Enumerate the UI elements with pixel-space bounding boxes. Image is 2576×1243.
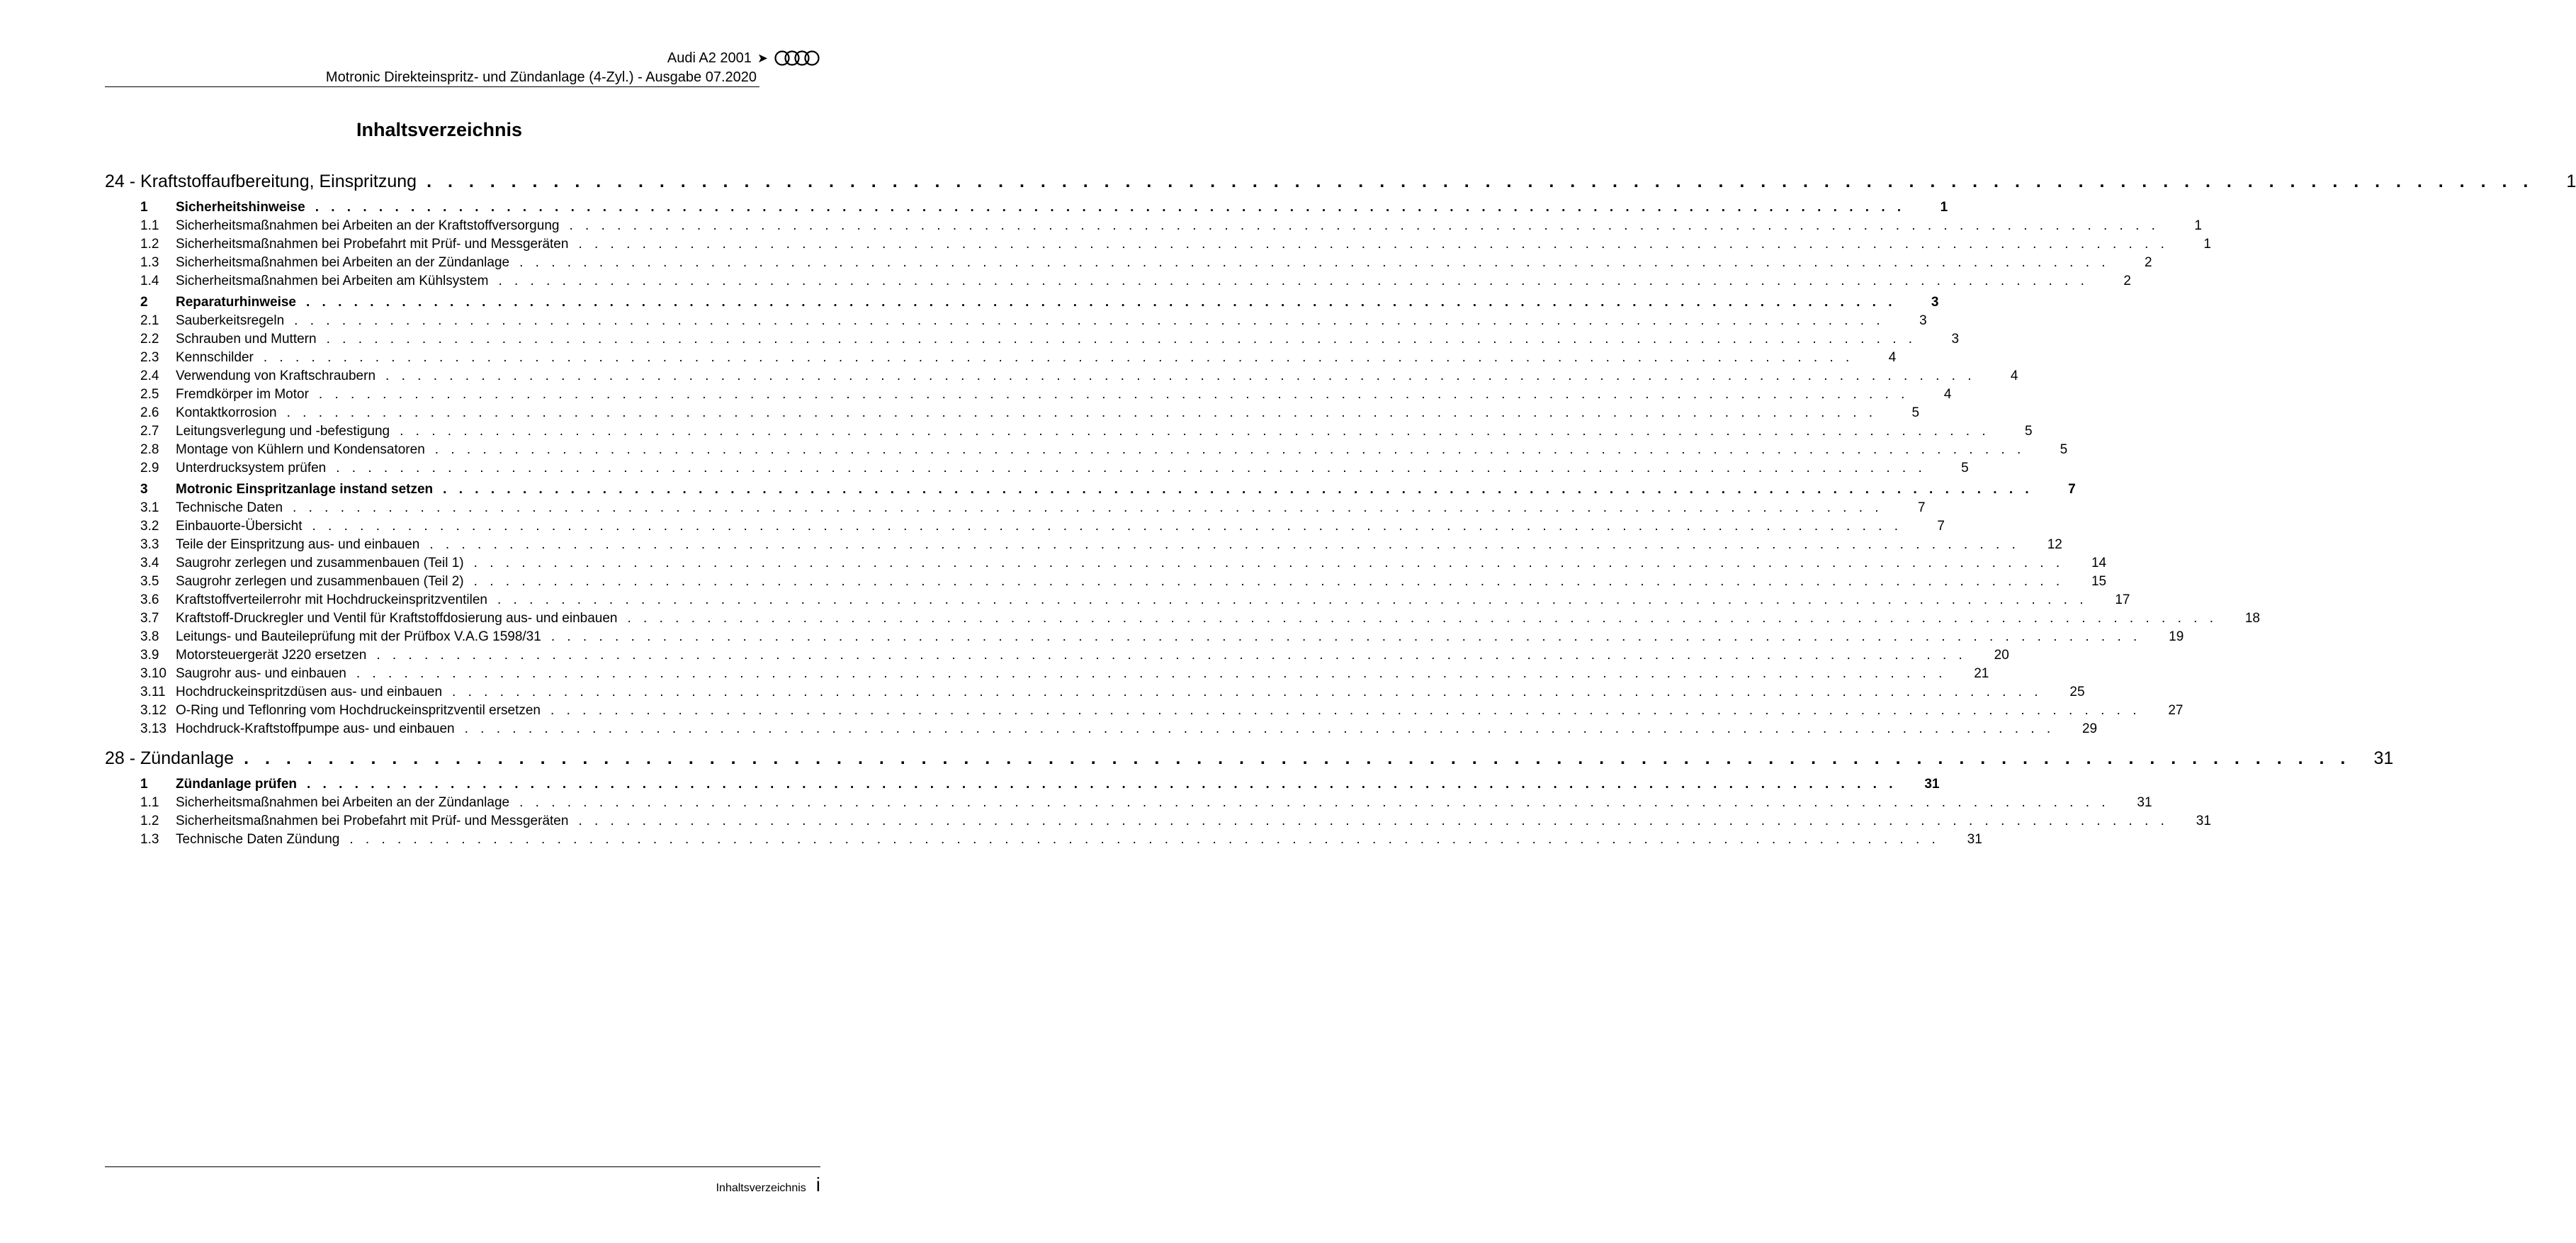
entry-title: Leitungs- und Bauteileprüfung mit der Prüfbox V.A.G 1598/31 bbox=[176, 629, 541, 644]
entry-number: 2.8 bbox=[140, 442, 159, 457]
entry-title: Verwendung von Kraftschraubern bbox=[176, 369, 376, 383]
entry-title: Sicherheitsmaßnahmen bei Probefahrt mit Prüf- und Messgeräten bbox=[176, 237, 569, 252]
dot-leader: . . . . . . . . . . . . . . . . . . . . . . . . . . . . . . . . . . . . . . . . . . . . . . . . . . . . . . . . . . . . . . . . . . . . . . . . . . . . . . . . . . . . . . . . . . . . . . . . . . . . bbox=[464, 721, 2055, 736]
toc-entry[interactable] bbox=[105, 332, 1960, 350]
entry-number: 2.7 bbox=[140, 424, 159, 439]
dot-leader: . . . . . . . . . . . . . . . . . . . . . . . . . . . . . . . . . . . . . . . . . . . . . . . . . . . . . . . . . . . . . . . . . . . . . . . . . . . . . . . . . . . . . . . . . . . . . . . . . . . . bbox=[426, 171, 2534, 191]
entry-title: Sicherheitsmaßnahmen bei Arbeiten am Kühlsystem bbox=[176, 274, 489, 288]
dot-leader: . . . . . . . . . . . . . . . . . . . . . . . . . . . . . . . . . . . . . . . . . . . . . . . . . . . . . . . . . . . . . . . . . . . . . . . . . . . . . . . . . . . . . . . . . . . . . . . . . . . . bbox=[385, 369, 1976, 383]
entry-title: Technische Daten Zündung bbox=[176, 832, 340, 847]
toc-entry[interactable] bbox=[105, 350, 1897, 369]
page-number: 31 bbox=[1967, 832, 1982, 847]
header-divider bbox=[105, 86, 759, 87]
page-number: 21 bbox=[1974, 666, 1989, 681]
dot-leader: . . . . . . . . . . . . . . . . . . . . . . . . . . . . . . . . . . . . . . . . . . . . . . . . . . . . . . . . . . . . . . . . . . . . . . . . . . . . . . . . . . . . . . . . . . . . . . . . . . . . bbox=[307, 777, 1897, 792]
page-number: 14 bbox=[2091, 556, 2107, 570]
dot-leader: . . . . . . . . . . . . . . . . . . . . . . . . . . . . . . . . . . . . . . . . . . . . . . . . . . . . . . . . . . . . . . . . . . . . . . . . . . . . . . . . . . . . . . . . . . . . . . . . . . . . bbox=[627, 611, 2218, 626]
entry-number: 2.2 bbox=[140, 332, 159, 347]
dot-leader: . . . . . . . . . . . . . . . . . . . . . . . . . . . . . . . . . . . . . . . . . . . . . . . . . . . . . . . . . . . . . . . . . . . . . . . . . . . . . . . . . . . . . . . . . . . . . . . . . . . . bbox=[349, 832, 1940, 847]
entry-number: 3.10 bbox=[140, 666, 166, 681]
entry-number: 2.1 bbox=[140, 313, 159, 328]
entry-number: 2.9 bbox=[140, 461, 159, 476]
toc-entry[interactable] bbox=[105, 814, 2211, 832]
entry-title: Motronic Einspritzanlage instand setzen bbox=[176, 482, 434, 497]
entry-title: Leitungsverlegung und -befestigung bbox=[176, 424, 390, 439]
page-footer bbox=[716, 1174, 820, 1196]
toc-entry[interactable] bbox=[105, 574, 2107, 592]
footer-page-number: i bbox=[815, 1174, 820, 1196]
dot-leader: . . . . . . . . . . . . . . . . . . . . . . . . . . . . . . . . . . . . . . . . . . . . . . . . . . . . . . . . . . . . . . . . . . . . . . . . . . . . . . . . . . . . . . . . . . . . . . . . . . . . bbox=[315, 200, 1906, 215]
footer-label: Inhaltsverzeichnis bbox=[716, 1182, 806, 1194]
page-number: 31 bbox=[2373, 748, 2394, 768]
entry-number: 3.2 bbox=[140, 519, 159, 534]
page-number: 5 bbox=[1911, 405, 1920, 420]
page-number: 5 bbox=[2025, 424, 2033, 439]
toc-entry[interactable] bbox=[105, 369, 2018, 387]
model-name: Audi A2 2001 bbox=[667, 50, 752, 66]
entry-number: 1.1 bbox=[140, 218, 159, 233]
entry-number: 3.11 bbox=[140, 685, 166, 699]
dot-leader: . . . . . . . . . . . . . . . . . . . . . . . . . . . . . . . . . . . . . . . . . . . . . . . . . . . . . . . . . . . . . . . . . . . . . . . . . . . . . . . . . . . . . . . . . . . . . . . . . . . . bbox=[569, 218, 2159, 233]
page-number: 5 bbox=[1961, 461, 1969, 476]
entry-title: Sicherheitsmaßnahmen bei Arbeiten an der Kraftstoffversorgung bbox=[176, 218, 560, 233]
page-number: 17 bbox=[2115, 592, 2130, 607]
dot-leader: . . . . . . . . . . . . . . . . . . . . . . . . . . . . . . . . . . . . . . . . . . . . . . . . . . . . . . . . . . . . . . . . . . . . . . . . . . . . . . . . . . . . . . . . . . . . . . . . . . . . bbox=[400, 424, 1990, 439]
entry-number: 3.5 bbox=[140, 574, 159, 589]
table-of-contents bbox=[105, 169, 2576, 850]
entry-number: 3 bbox=[140, 482, 148, 497]
entry-title: Unterdrucksystem prüfen bbox=[176, 461, 327, 476]
toc-chapter-28[interactable] bbox=[105, 748, 2394, 774]
dot-leader: . . . . . . . . . . . . . . . . . . . . . . . . . . . . . . . . . . . . . . . . . . . . . . . . . . . . . . . . . . . . . . . . . . . . . . . . . . . . . . . . . . . . . . . . . . . . . . . . . . . . bbox=[318, 387, 1909, 402]
entry-number: 3.7 bbox=[140, 611, 159, 626]
entry-title: Reparaturhinweise bbox=[176, 295, 296, 310]
document-subtitle: Motronic Direkteinspritz- und Zündanlage (4-Zyl.) - Ausgabe 07.2020 bbox=[325, 69, 757, 85]
toc-entry[interactable] bbox=[105, 387, 1952, 405]
toc-entry[interactable] bbox=[105, 519, 1945, 537]
page-number: 7 bbox=[2068, 482, 2076, 497]
entry-title: Kraftstoff-Druckregler und Ventil für Kraftstoffdosierung aus- und einbauen bbox=[176, 611, 618, 626]
entry-number: 3.13 bbox=[140, 721, 166, 736]
entry-title: Hochdruck-Kraftstoffpumpe aus- und einbauen bbox=[176, 721, 455, 736]
entry-number: 2.5 bbox=[140, 387, 159, 402]
chapter-title: 24 - Kraftstoffaufbereitung, Einspritzung bbox=[105, 171, 417, 191]
page-number: 12 bbox=[2047, 537, 2062, 552]
dot-leader: . . . . . . . . . . . . . . . . . . . . . . . . . . . . . . . . . . . . . . . . . . . . . . . . . . . . . . . . . . . . . . . . . . . . . . . . . . . . . . . . . . . . . . . . . . . . . . . . . . . . bbox=[443, 482, 2033, 497]
arrow-icon: ➤ bbox=[757, 50, 768, 65]
dot-leader: . . . . . . . . . . . . . . . . . . . . . . . . . . . . . . . . . . . . . . . . . . . . . . . . . . . . . . . . . . . . . . . . . . . . . . . . . . . . . . . . . . . . . . . . . . . . . . . . . . . . bbox=[263, 350, 1854, 365]
dot-leader: . . . . . . . . . . . . . . . . . . . . . . . . . . . . . . . . . . . . . . . . . . . . . . . . . . . . . . . . . . . . . . . . . . . . . . . . . . . . . . . . . . . . . . . . . . . . . . . . . . . . bbox=[578, 237, 2169, 252]
toc-entry[interactable] bbox=[105, 218, 2202, 237]
page-title: Inhaltsverzeichnis bbox=[356, 119, 523, 140]
chapter-title: 28 - Zündanlage bbox=[105, 748, 235, 768]
entry-title: Kraftstoffverteilerrohr mit Hochdruckeinspritzventilen bbox=[176, 592, 487, 607]
model-line bbox=[667, 50, 820, 67]
toc-entry[interactable] bbox=[105, 237, 2211, 255]
dot-leader: . . . . . . . . . . . . . . . . . . . . . . . . . . . . . . . . . . . . . . . . . . . . . . . . . . . . . . . . . . . . . . . . . . . . . . . . . . . . . . . . . . . . . . . . . . . . . . . . . . . . bbox=[550, 703, 2141, 718]
page-number: 1 bbox=[1940, 200, 1948, 215]
dot-leader: . . . . . . . . . . . . . . . . . . . . . . . . . . . . . . . . . . . . . . . . . . . . . . . . . . . . . . . . . . . . . . . . . . . . . . . . . . . . . . . . . . . . . . . . . . . . . . . . . . . . bbox=[434, 442, 2026, 457]
page-number: 29 bbox=[2081, 721, 2098, 736]
entry-title: Zündanlage prüfen bbox=[176, 777, 297, 792]
dot-leader: . . . . . . . . . . . . . . . . . . . . . . . . . . . . . . . . . . . . . . . . . . . . . . . . . . . . . . . . . . . . . . . . . . . . . . . . . . . . . . . . . . . . . . . . . . . . . . . . . . . . bbox=[519, 255, 2110, 270]
toc-entry[interactable] bbox=[105, 648, 2009, 666]
dot-leader: . . . . . . . . . . . . . . . . . . . . . . . . . . . . . . . . . . . . . . . . . . . . . . . . . . . . . . . . . . . . . . . . . . . . . . . . . . . . . . . . . . . . . . . . . . . . . . . . . . . . bbox=[519, 795, 2110, 810]
entry-number: 1.2 bbox=[140, 237, 159, 252]
page-number: 2 bbox=[2144, 255, 2152, 270]
toc-entry[interactable] bbox=[105, 482, 2076, 500]
entry-title: Sauberkeitsregeln bbox=[176, 313, 285, 328]
toc-entry[interactable] bbox=[105, 200, 1948, 218]
entry-number: 3.4 bbox=[140, 556, 159, 570]
page-number: 3 bbox=[1951, 332, 1960, 347]
dot-leader: . . . . . . . . . . . . . . . . . . . . . . . . . . . . . . . . . . . . . . . . . . . . . . . . . . . . . . . . . . . . . . . . . . . . . . . . . . . . . . . . . . . . . . . . . . . . . . . . . . . . bbox=[498, 274, 2089, 288]
footer-divider bbox=[105, 1166, 820, 1167]
toc-entry[interactable] bbox=[105, 629, 2184, 648]
entry-title: Motorsteuergerät J220 ersetzen bbox=[176, 648, 367, 663]
dot-leader: . . . . . . . . . . . . . . . . . . . . . . . . . . . . . . . . . . . . . . . . . . . . . . . . . . . . . . . . . . . . . . . . . . . . . . . . . . . . . . . . . . . . . . . . . . . . . . . . . . . . bbox=[376, 648, 1967, 663]
toc-entry[interactable] bbox=[105, 592, 2130, 611]
entry-number: 3.6 bbox=[140, 592, 159, 607]
entry-title: Sicherheitsmaßnahmen bei Arbeiten an der Zündanlage bbox=[176, 255, 510, 270]
dot-leader: . . . . . . . . . . . . . . . . . . . . . . . . . . . . . . . . . . . . . . . . . . . . . . . . . . . . . . . . . . . . . . . . . . . . . . . . . . . . . . . . . . . . . . . . . . . . . . . . . . . . bbox=[578, 814, 2169, 828]
toc-entry[interactable] bbox=[105, 274, 2131, 292]
toc-entry[interactable] bbox=[105, 442, 2068, 461]
page-number: 31 bbox=[1924, 777, 1940, 792]
page-number: 4 bbox=[1888, 350, 1897, 365]
page-number: 18 bbox=[2244, 611, 2260, 626]
toc-entry[interactable] bbox=[105, 666, 1989, 685]
entry-title: Sicherheitshinweise bbox=[176, 200, 305, 215]
page-number: 20 bbox=[1994, 648, 2009, 663]
dot-leader: . . . . . . . . . . . . . . . . . . . . . . . . . . . . . . . . . . . . . . . . . . . . . . . . . . . . . . . . . . . . . . . . . . . . . . . . . . . . . . . . . . . . . . . . . . . . . . . . . . . . bbox=[473, 574, 2064, 589]
dot-leader: . . . . . . . . . . . . . . . . . . . . . . . . . . . . . . . . . . . . . . . . . . . . . . . . . . . . . . . . . . . . . . . . . . . . . . . . . . . . . . . . . . . . . . . . . . . . . . . . . . . . bbox=[452, 685, 2043, 699]
entry-number: 2.3 bbox=[140, 350, 159, 365]
toc-entry[interactable] bbox=[105, 611, 2260, 629]
entry-title: Saugrohr zerlegen und zusammenbauen (Teil 1) bbox=[176, 556, 464, 570]
page-number: 31 bbox=[2196, 814, 2211, 828]
toc-entry[interactable] bbox=[105, 537, 2062, 556]
toc-entry[interactable] bbox=[105, 556, 2107, 574]
entry-title: Schrauben und Muttern bbox=[176, 332, 317, 347]
page-number: 27 bbox=[2168, 703, 2184, 718]
toc-entry[interactable] bbox=[105, 255, 2152, 274]
page-number: 7 bbox=[1937, 519, 1945, 534]
page-number: 2 bbox=[2123, 274, 2131, 288]
page-number: 1 bbox=[2203, 237, 2211, 252]
toc-entry[interactable] bbox=[105, 721, 2098, 740]
page-number: 15 bbox=[2091, 574, 2107, 589]
page-number: 5 bbox=[2060, 442, 2068, 457]
toc-entry[interactable] bbox=[105, 832, 1982, 850]
entry-number: 3.3 bbox=[140, 537, 159, 552]
entry-title: Saugrohr zerlegen und zusammenbauen (Teil 2) bbox=[176, 574, 464, 589]
dot-leader: . . . . . . . . . . . . . . . . . . . . . . . . . . . . . . . . . . . . . . . . . . . . . . . . . . . . . . . . . . . . . . . . . . . . . . . . . . . . . . . . . . . . . . . . . . . . . . . . . . . . bbox=[293, 500, 1883, 515]
dot-leader: . . . . . . . . . . . . . . . . . . . . . . . . . . . . . . . . . . . . . . . . . . . . . . . . . . . . . . . . . . . . . . . . . . . . . . . . . . . . . . . . . . . . . . . . . . . . . . . . . . . . bbox=[336, 461, 1926, 476]
dot-leader: . . . . . . . . . . . . . . . . . . . . . . . . . . . . . . . . . . . . . . . . . . . . . . . . . . . . . . . . . . . . . . . . . . . . . . . . . . . . . . . . . . . . . . . . . . . . . . . . . . . . bbox=[312, 519, 1902, 534]
dot-leader: . . . . . . . . . . . . . . . . . . . . . . . . . . . . . . . . . . . . . . . . . . . . . . . . . . . . . . . . . . . . . . . . . . . . . . . . . . . . . . . . . . . . . . . . . . . . . . . . . . . . bbox=[294, 313, 1885, 328]
entry-number: 3.9 bbox=[140, 648, 159, 663]
toc-entry[interactable] bbox=[105, 405, 1920, 424]
entry-number: 3.12 bbox=[140, 703, 166, 718]
entry-number: 1 bbox=[140, 200, 148, 215]
entry-title: Kontaktkorrosion bbox=[176, 405, 277, 420]
dot-leader: . . . . . . . . . . . . . . . . . . . . . . . . . . . . . . . . . . . . . . . . . . . . . . . . . . . . . . . . . . . . . . . . . . . . . . . . . . . . . . . . . . . . . . . . . . . . . . . . . . . . bbox=[244, 748, 2351, 768]
toc-entry[interactable] bbox=[105, 500, 1926, 519]
page-number: 3 bbox=[1919, 313, 1927, 328]
entry-title: Sicherheitsmaßnahmen bei Probefahrt mit Prüf- und Messgeräten bbox=[176, 814, 569, 828]
page-number: 25 bbox=[2069, 685, 2085, 699]
entry-number: 2.6 bbox=[140, 405, 159, 420]
dot-leader: . . . . . . . . . . . . . . . . . . . . . . . . . . . . . . . . . . . . . . . . . . . . . . . . . . . . . . . . . . . . . . . . . . . . . . . . . . . . . . . . . . . . . . . . . . . . . . . . . . . . bbox=[326, 332, 1917, 347]
entry-title: Einbauorte-Übersicht bbox=[176, 519, 303, 534]
page-number: 1 bbox=[2566, 171, 2576, 191]
page-number: 4 bbox=[2010, 369, 2018, 383]
toc-entry[interactable] bbox=[105, 295, 1939, 313]
toc-entry[interactable] bbox=[105, 461, 1969, 479]
entry-number: 1.4 bbox=[140, 274, 159, 288]
page-number: 1 bbox=[2194, 218, 2202, 233]
page-number: 7 bbox=[1917, 500, 1926, 515]
entry-title: Teile der Einspritzung aus- und einbauen bbox=[176, 537, 420, 552]
entry-number: 1.2 bbox=[140, 814, 159, 828]
entry-number: 1.3 bbox=[140, 832, 159, 847]
dot-leader: . . . . . . . . . . . . . . . . . . . . . . . . . . . . . . . . . . . . . . . . . . . . . . . . . . . . . . . . . . . . . . . . . . . . . . . . . . . . . . . . . . . . . . . . . . . . . . . . . . . . bbox=[356, 666, 1947, 681]
toc-entry[interactable] bbox=[105, 313, 1927, 332]
page-number: 19 bbox=[2169, 629, 2184, 644]
entry-title: Fremdkörper im Motor bbox=[176, 387, 309, 402]
audi-rings-logo bbox=[774, 50, 820, 67]
entry-title: Montage von Kühlern und Kondensatoren bbox=[176, 442, 425, 457]
entry-number: 1.1 bbox=[140, 795, 159, 810]
entry-title: Hochdruckeinspritzdüsen aus- und einbauen bbox=[176, 685, 443, 699]
dot-leader: . . . . . . . . . . . . . . . . . . . . . . . . . . . . . . . . . . . . . . . . . . . . . . . . . . . . . . . . . . . . . . . . . . . . . . . . . . . . . . . . . . . . . . . . . . . . . . . . . . . . bbox=[286, 405, 1877, 420]
entry-title: Sicherheitsmaßnahmen bei Arbeiten an der Zündanlage bbox=[176, 795, 510, 810]
toc-entry[interactable] bbox=[105, 777, 1940, 795]
entry-title: Technische Daten bbox=[176, 500, 283, 515]
entry-title: Saugrohr aus- und einbauen bbox=[176, 666, 346, 681]
entry-number: 3.8 bbox=[140, 629, 159, 644]
entry-title: O-Ring und Teflonring vom Hochdruckeinspritzventil ersetzen bbox=[176, 703, 541, 718]
dot-leader: . . . . . . . . . . . . . . . . . . . . . . . . . . . . . . . . . . . . . . . . . . . . . . . . . . . . . . . . . . . . . . . . . . . . . . . . . . . . . . . . . . . . . . . . . . . . . . . . . . . . bbox=[550, 629, 2142, 644]
entry-number: 2.4 bbox=[140, 369, 159, 383]
dot-leader: . . . . . . . . . . . . . . . . . . . . . . . . . . . . . . . . . . . . . . . . . . . . . . . . . . . . . . . . . . . . . . . . . . . . . . . . . . . . . . . . . . . . . . . . . . . . . . . . . . . . bbox=[473, 556, 2064, 570]
toc-entry[interactable] bbox=[105, 795, 2152, 814]
toc-entry[interactable] bbox=[105, 685, 2085, 703]
page-number: 4 bbox=[1943, 387, 1952, 402]
entry-number: 1.3 bbox=[140, 255, 159, 270]
entry-title: Kennschilder bbox=[176, 350, 254, 365]
toc-entry[interactable] bbox=[105, 703, 2184, 721]
entry-number: 1 bbox=[140, 777, 148, 792]
page-number: 3 bbox=[1931, 295, 1939, 310]
toc-entry[interactable] bbox=[105, 424, 2033, 442]
dot-leader: . . . . . . . . . . . . . . . . . . . . . . . . . . . . . . . . . . . . . . . . . . . . . . . . . . . . . . . . . . . . . . . . . . . . . . . . . . . . . . . . . . . . . . . . . . . . . . . . . . . . bbox=[306, 295, 1897, 310]
toc-chapter-24[interactable] bbox=[105, 171, 2576, 197]
entry-number: 3.1 bbox=[140, 500, 159, 515]
page-number: 31 bbox=[2137, 795, 2152, 810]
dot-leader: . . . . . . . . . . . . . . . . . . . . . . . . . . . . . . . . . . . . . . . . . . . . . . . . . . . . . . . . . . . . . . . . . . . . . . . . . . . . . . . . . . . . . . . . . . . . . . . . . . . . bbox=[497, 592, 2088, 607]
entry-number: 2 bbox=[140, 295, 148, 310]
dot-leader: . . . . . . . . . . . . . . . . . . . . . . . . . . . . . . . . . . . . . . . . . . . . . . . . . . . . . . . . . . . . . . . . . . . . . . . . . . . . . . . . . . . . . . . . . . . . . . . . . . . . bbox=[429, 537, 2020, 552]
